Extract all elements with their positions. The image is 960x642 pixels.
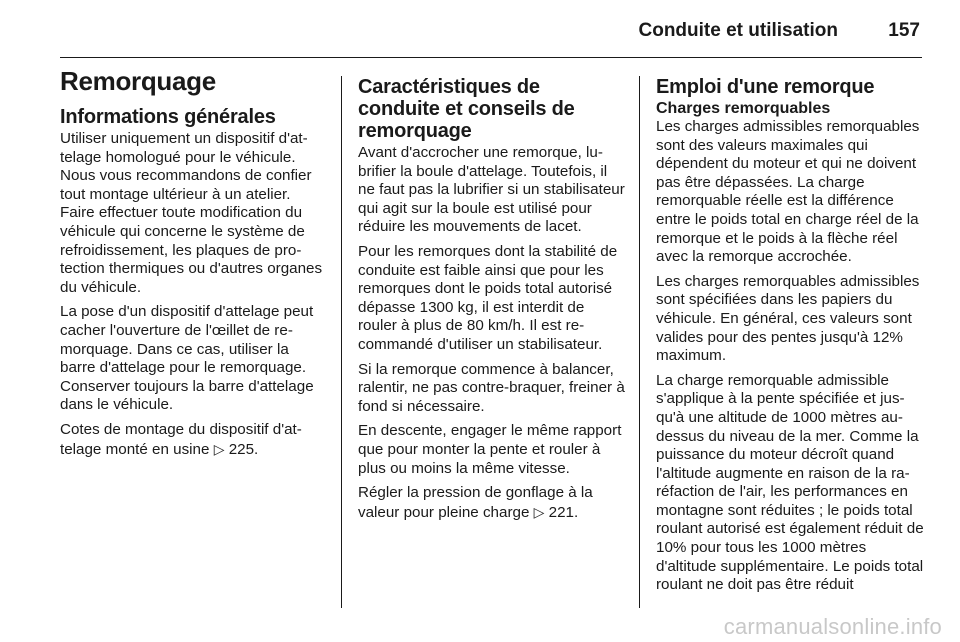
section-heading: Emploi d'une remorque (656, 76, 875, 98)
paragraph-text: Cotes de montage du dispositif d'attelage monté en usine (60, 420, 302, 458)
paragraph: Si la remorque commence à balancer, ralentir, ne pas contre-braquer, freiner à fond si nécessaire. (358, 360, 625, 415)
page-reference[interactable]: 221. (548, 503, 579, 521)
column-divider (341, 76, 342, 608)
column-2 (358, 76, 626, 528)
column-3 (656, 76, 926, 601)
page-header (0, 18, 960, 48)
page-number: 157 (888, 20, 920, 41)
paragraph-with-reference (60, 421, 328, 459)
subsection-heading: Charges remorquables (656, 100, 831, 117)
watermark: carmanualsonline.info (723, 614, 942, 639)
page-reference-arrow-icon: ▷ (533, 503, 545, 520)
section-title: Conduite et utilisation (638, 20, 838, 41)
paragraph-with-reference (358, 484, 626, 522)
column-1 (60, 66, 328, 465)
page-reference[interactable]: 225. (228, 440, 259, 458)
paragraph: Avant d'accrocher une remorque, lubrifier la boule d'attelage. Toutefois, il ne faut pas la lubrifier si un stabilisateur qui agit sur la boule est utilisé pour réduire les mouvements de lacet. (358, 144, 625, 236)
paragraph: La pose d'un dispositif d'attelage peut cacher l'ouverture de l'œillet de remorquage. Dans ce cas, utiliser la barre d'attelage pour le remorquage. Conserver toujours la barre d'attelage dans le véhicule. (60, 303, 314, 414)
paragraph: Pour les remorques dont la stabilité de conduite est faible ainsi que pour les remorques dont le poids total autorisé dépasse 1300 kg, il est interdit de rouler à plus de 80 km/h. Il est recommandé d'utiliser un stabilisateur. (358, 242, 618, 353)
chapter-heading: Remorquage (60, 66, 216, 96)
section-heading: Caractéristiques de conduite et conseils de remorquage (358, 76, 575, 142)
paragraph: Les charges remorquables admissibles sont spécifiées dans les papiers du véhicule. En général, ces valeurs sont valides pour des pentes jusqu'à 12% maximum. (656, 272, 920, 365)
section-heading: Informations générales (60, 106, 276, 128)
page-reference-arrow-icon: ▷ (213, 440, 225, 457)
column-divider (639, 76, 640, 608)
paragraph: Les charges admissibles remorquables sont des valeurs maximales qui dépendent du moteur et qui ne doivent pas être dépassées. La charge remorquable réelle est la différence entre le poids total en charge réel de la remorque et le poids à la flèche réel avec la remorque accrochée. (656, 118, 920, 266)
paragraph: En descente, engager le même rapport que pour monter la pente et rouler à plus ou moins la même vitesse. (358, 422, 622, 477)
header-divider (60, 57, 922, 58)
paragraph: La charge remorquable admissible s'applique à la pente spécifiée et jusqu'à une altitude de 1000 mètres au-dessus du niveau de la mer. Comme la puissance du moteur décroît quand l'altitude augmente en raison de la raréfaction de l'air, les performances en montagne sont réduites ; le poids total roulant autorisé est également réduit de 10% pour tous les 1000 mètres d'altitude supplémentaire. Le poids total roulant ne doit pas être réduit (656, 371, 924, 594)
paragraph: Utiliser uniquement un dispositif d'attelage homologué pour le véhicule. Nous vous recommandons de confier tout montage ultérieur à un atelier. Faire effectuer toute modification du véhicule qui concerne le système de refroidissement, les plaques de protection thermiques ou d'autres organes du véhicule. (60, 130, 323, 296)
paragraph-text: Régler la pression de gonflage à la valeur pour pleine charge (358, 484, 593, 521)
